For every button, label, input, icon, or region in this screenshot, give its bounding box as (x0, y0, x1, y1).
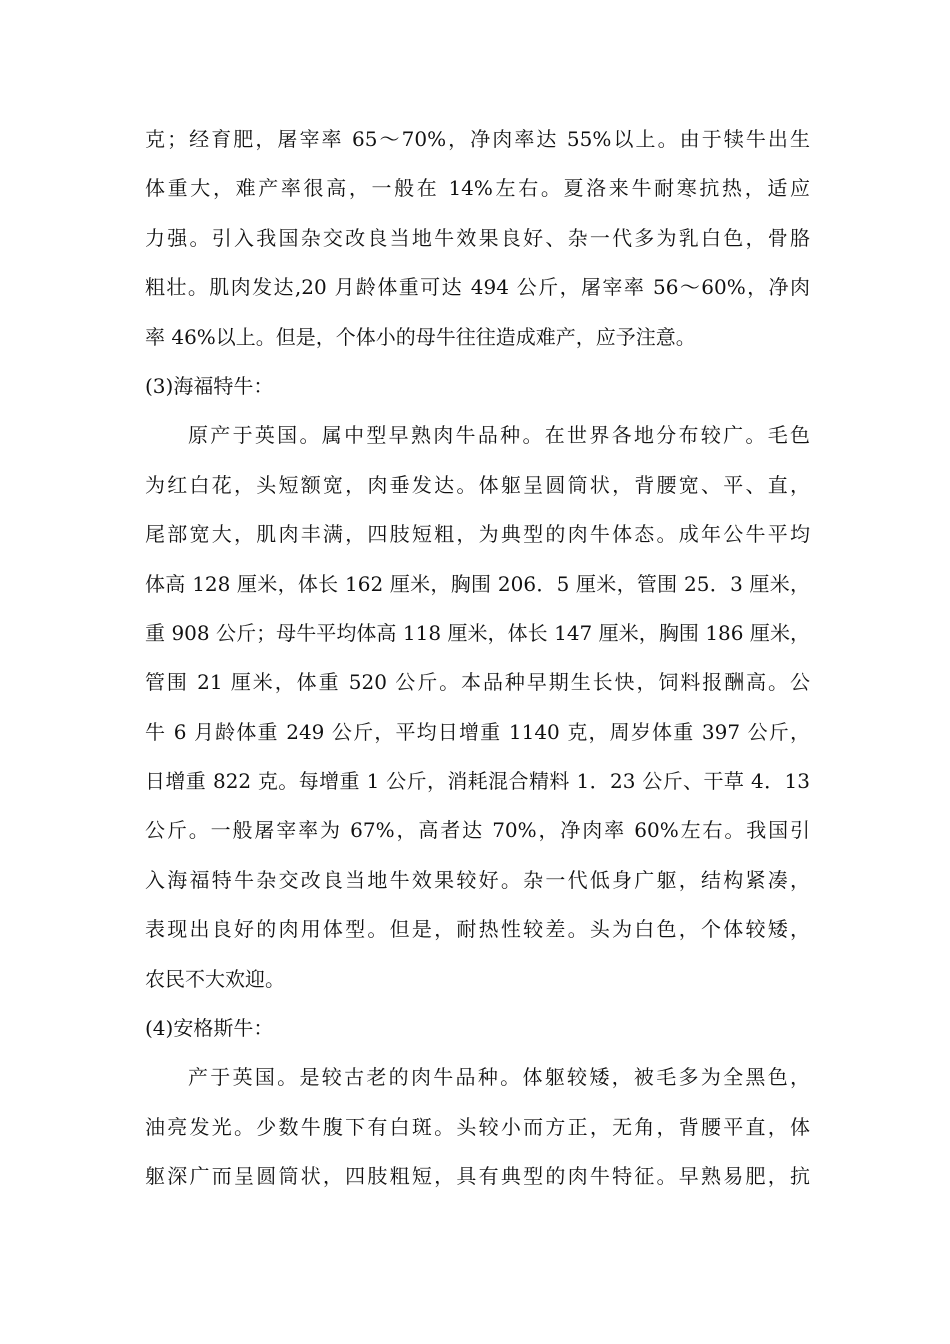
section-heading-angus: (4)安格斯牛： (145, 1016, 274, 1041)
text-line: 尾部宽大，肌肉丰满，四肢短粗，为典型的肉牛体态。成年公牛平均 (145, 522, 810, 547)
text-line: 表现出良好的肉用体型。但是，耐热性较差。头为白色，个体较矮， (145, 917, 810, 942)
text-line: 粗壮。肌肉发达,20 月龄体重可达 494 公斤，屠宰率 56～60%，净肉 (145, 275, 810, 300)
text-line: 日增重 822 克。每增重 1 公斤，消耗混合精料 1．23 公斤、干草 4．13 (145, 769, 810, 794)
body-text (145, 115, 810, 1202)
text-line: 公斤。一般屠宰率为 67%，高者达 70%，净肉率 60%左右。我国引 (145, 818, 810, 843)
section-heading-hereford: (3)海福特牛： (145, 373, 274, 398)
paragraph-last-line: 率 46%以上。但是，个体小的母牛往往造成难产，应予注意。 (145, 324, 696, 349)
text-line: 力强。引入我国杂交改良当地牛效果良好、杂一代多为乳白色，骨胳 (145, 225, 810, 250)
text-line: 油亮发光。少数牛腹下有白斑。头较小而方正，无角，背腰平直，体 (145, 1114, 810, 1139)
paragraph-first-line: 产于英国。是较古老的肉牛品种。体躯较矮，被毛多为全黑色， (188, 1065, 810, 1090)
text-line: 克；经育肥，屠宰率 65～70%，净肉率达 55%以上。由于犊牛出生 (145, 127, 810, 151)
text-line: 管围 21 厘米，体重 520 公斤。本品种早期生长快，饲料报酬高。公 (145, 670, 810, 695)
paragraph-first-line: 原产于英国。属中型早熟肉牛品种。在世界各地分布较广。毛色 (188, 423, 810, 448)
text-line: 重 908 公斤；母牛平均体高 118 厘米，体长 147 厘米，胸围 186 厘米， (145, 620, 810, 645)
text-line: 牛 6 月龄体重 249 公斤，平均日增重 1140 克，周岁体重 397 公斤， (145, 719, 810, 744)
text-line: 为红白花，头短额宽，肉垂发达。体躯呈圆筒状，背腰宽、平、直， (145, 472, 810, 497)
text-line: 躯深广而呈圆筒状，四肢粗短，具有典型的肉牛特征。早熟易肥，抗 (145, 1164, 810, 1189)
text-line: 体高 128 厘米，体长 162 厘米，胸围 206．5 厘米，管围 25．3 厘米， (145, 571, 810, 596)
paragraph-last-line: 农民不大欢迎。 (145, 966, 285, 991)
text-line: 体重大，难产率很高，一般在 14%左右。夏洛来牛耐寒抗热，适应 (145, 176, 810, 201)
text-line: 入海福特牛杂交改良当地牛效果较好。杂一代低身广躯，结构紧凑， (145, 867, 810, 892)
